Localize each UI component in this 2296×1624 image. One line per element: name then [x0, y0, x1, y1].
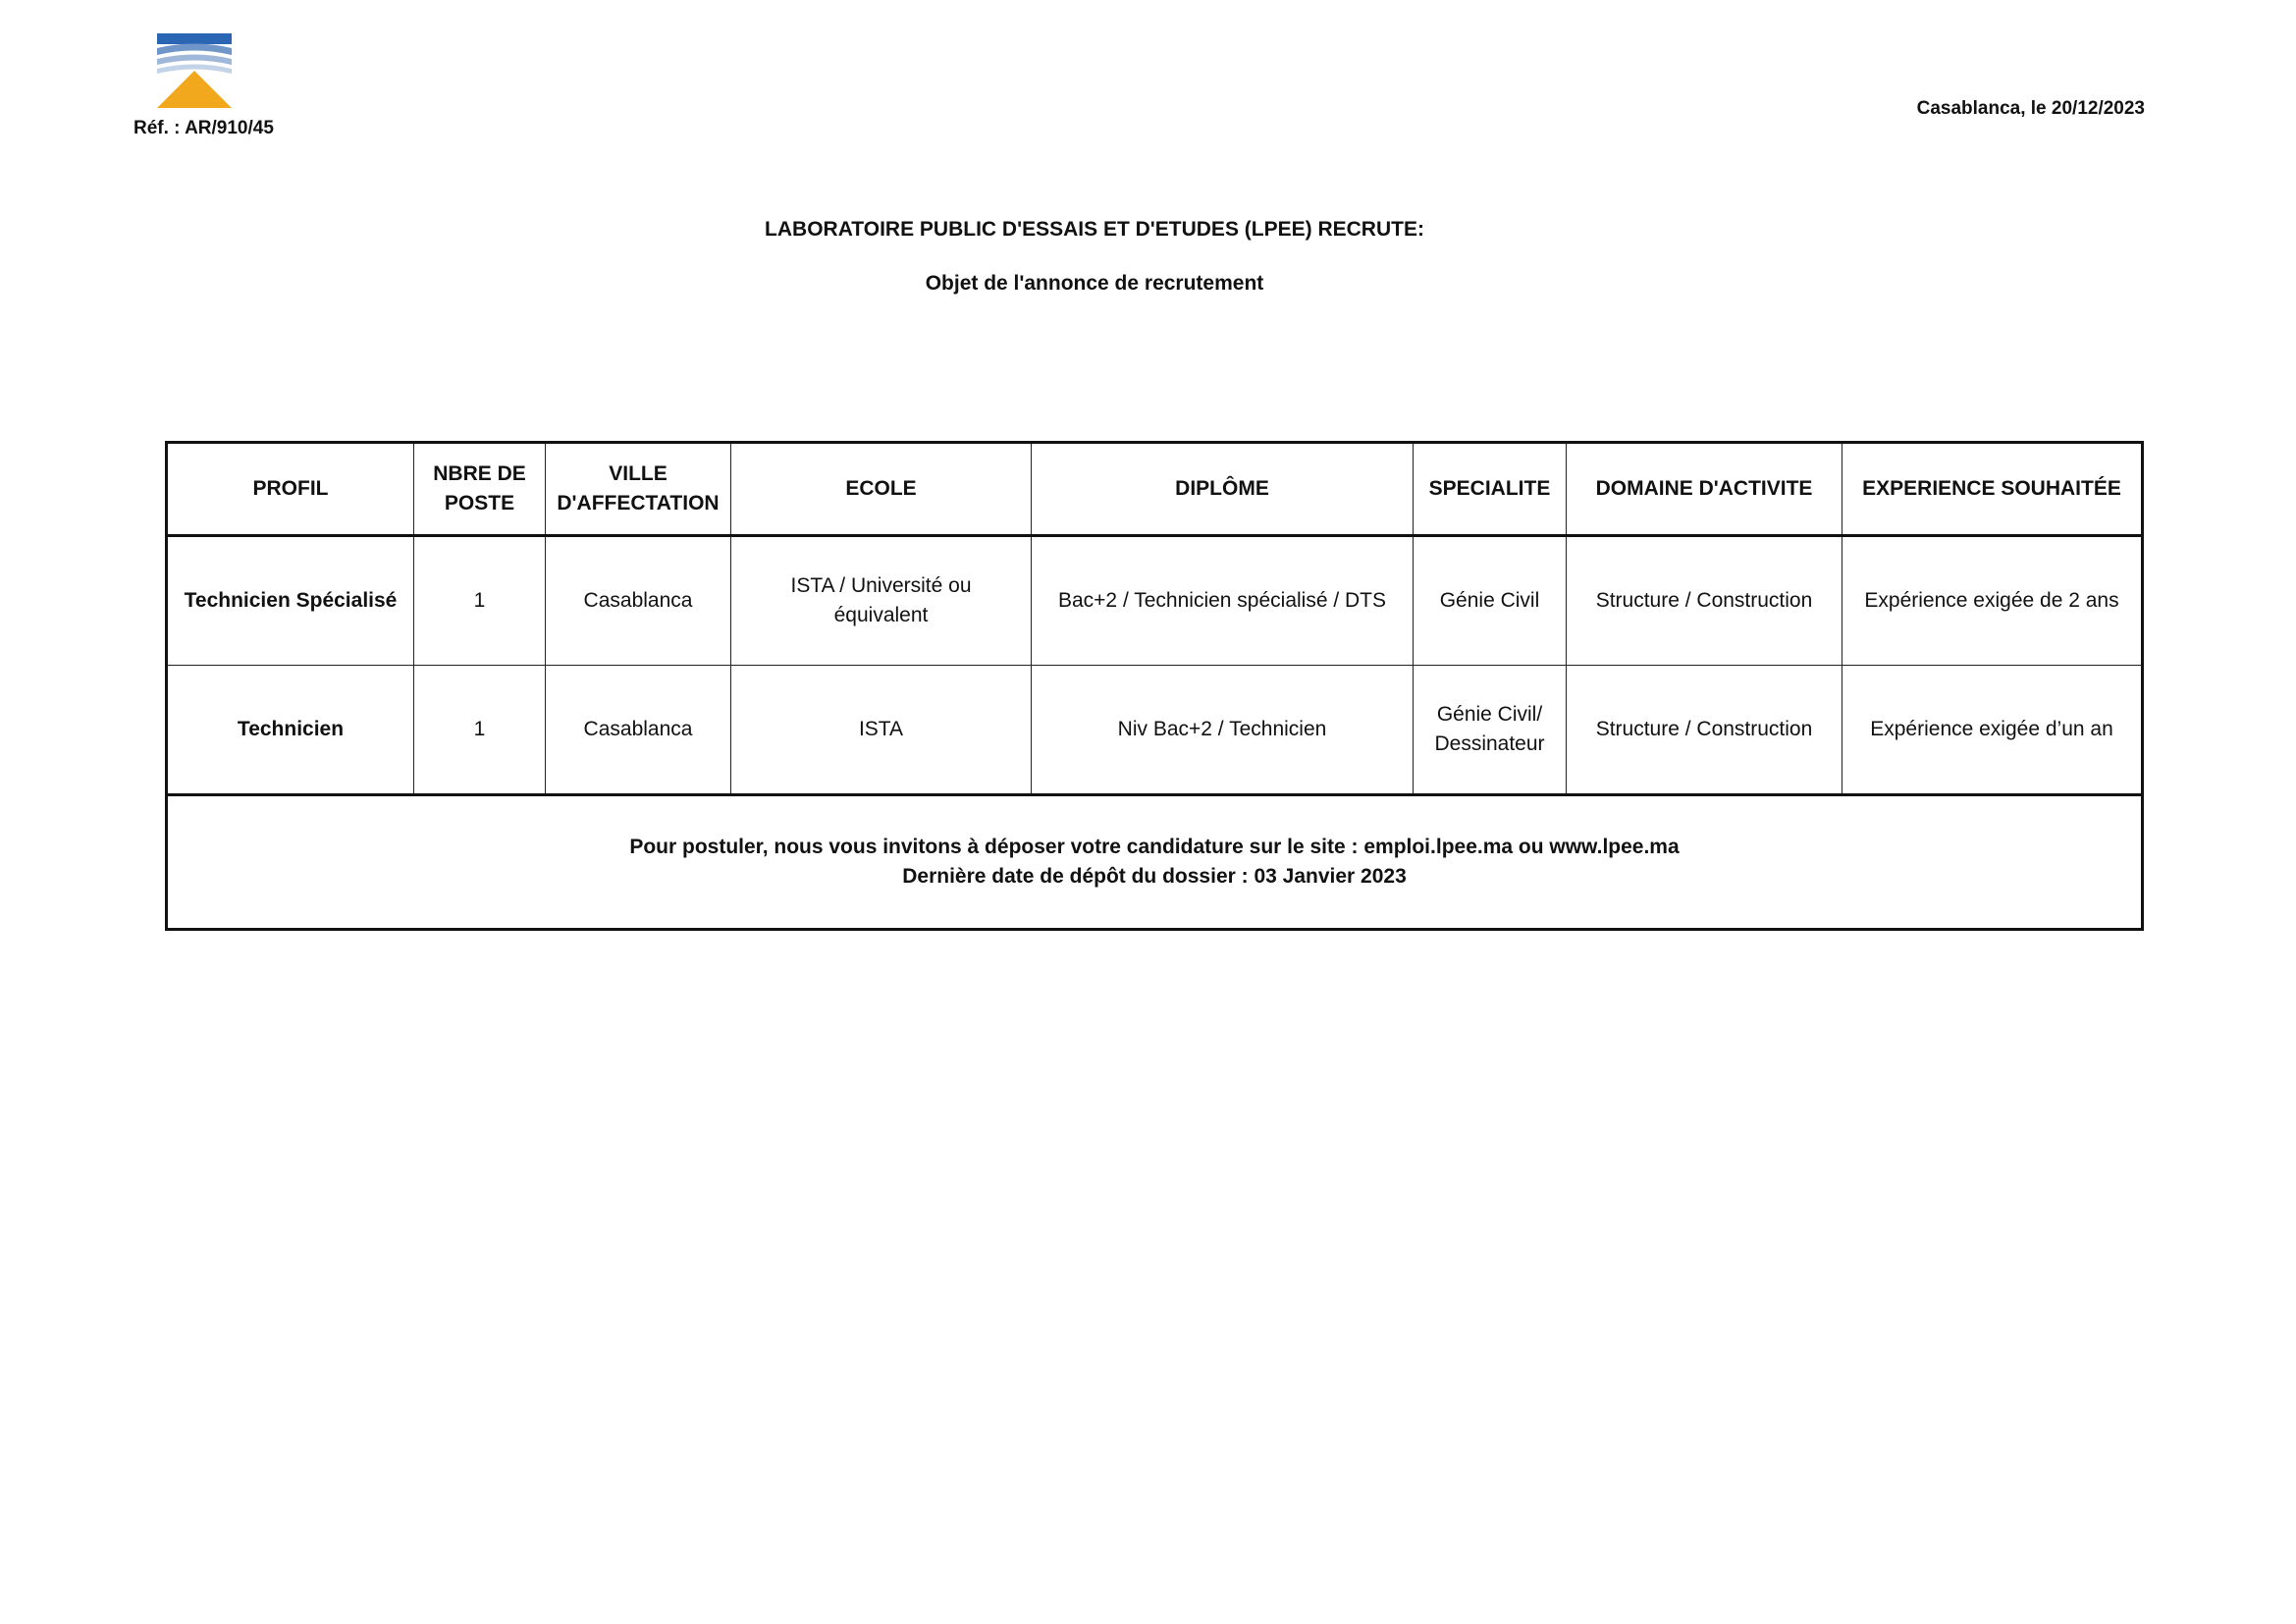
column-header-ecole: ECOLE — [731, 443, 1032, 536]
column-header-diplome: DIPLÔME — [1032, 443, 1414, 536]
cell-nbre-poste: 1 — [414, 666, 546, 795]
place-and-date: Casablanca, le 20/12/2023 — [1916, 98, 2145, 119]
column-header-ville: VILLE D'AFFECTATION — [546, 443, 731, 536]
column-header-nbre-poste: NBRE DE POSTE — [414, 443, 546, 536]
cell-domaine: Structure / Construction — [1567, 666, 1842, 795]
cell-ville: Casablanca — [546, 536, 731, 666]
table-header-row — [167, 443, 2143, 536]
cell-ville: Casablanca — [546, 666, 731, 795]
reference-number: Réf. : AR/910/45 — [133, 118, 274, 138]
apply-text: Pour postuler, nous vous invitons à déposer votre candidature sur le site : emploi.lpee.ma ou www.lpee.ma — [629, 836, 1680, 858]
table-row — [167, 536, 2143, 666]
cell-diplome: Bac+2 / Technicien spécialisé / DTS — [1032, 536, 1414, 666]
page-title: LABORATOIRE PUBLIC D'ESSAIS ET D'ETUDES (LPEE) RECRUTE: — [765, 218, 1424, 241]
table-row — [167, 666, 2143, 795]
recruitment-table — [165, 441, 2144, 931]
table-footer-row — [167, 795, 2143, 930]
application-instructions — [167, 795, 2143, 930]
cell-profil: Technicien Spécialisé — [167, 536, 414, 666]
cell-experience: Expérience exigée de 2 ans — [1842, 536, 2143, 666]
cell-experience: Expérience exigée d’un an — [1842, 666, 2143, 795]
cell-nbre-poste: 1 — [414, 536, 546, 666]
cell-domaine: Structure / Construction — [1567, 536, 1842, 666]
cell-specialite: Génie Civil — [1414, 536, 1567, 666]
column-header-domaine: DOMAINE D'ACTIVITE — [1567, 443, 1842, 536]
column-header-experience: EXPERIENCE SOUHAITÉE — [1842, 443, 2143, 536]
lpee-logo-icon — [157, 33, 232, 110]
page-subtitle: Objet de l'annonce de recrutement — [925, 272, 1264, 295]
cell-specialite: Génie Civil/ Dessinateur — [1414, 666, 1567, 795]
cell-ecole: ISTA / Université ou équivalent — [731, 536, 1032, 666]
cell-diplome: Niv Bac+2 / Technicien — [1032, 666, 1414, 795]
cell-ecole: ISTA — [731, 666, 1032, 795]
cell-profil: Technicien — [167, 666, 414, 795]
deadline-text: Dernière date de dépôt du dossier : 03 Janvier 2023 — [902, 865, 1407, 888]
column-header-profil: PROFIL — [167, 443, 414, 536]
column-header-specialite: SPECIALITE — [1414, 443, 1567, 536]
